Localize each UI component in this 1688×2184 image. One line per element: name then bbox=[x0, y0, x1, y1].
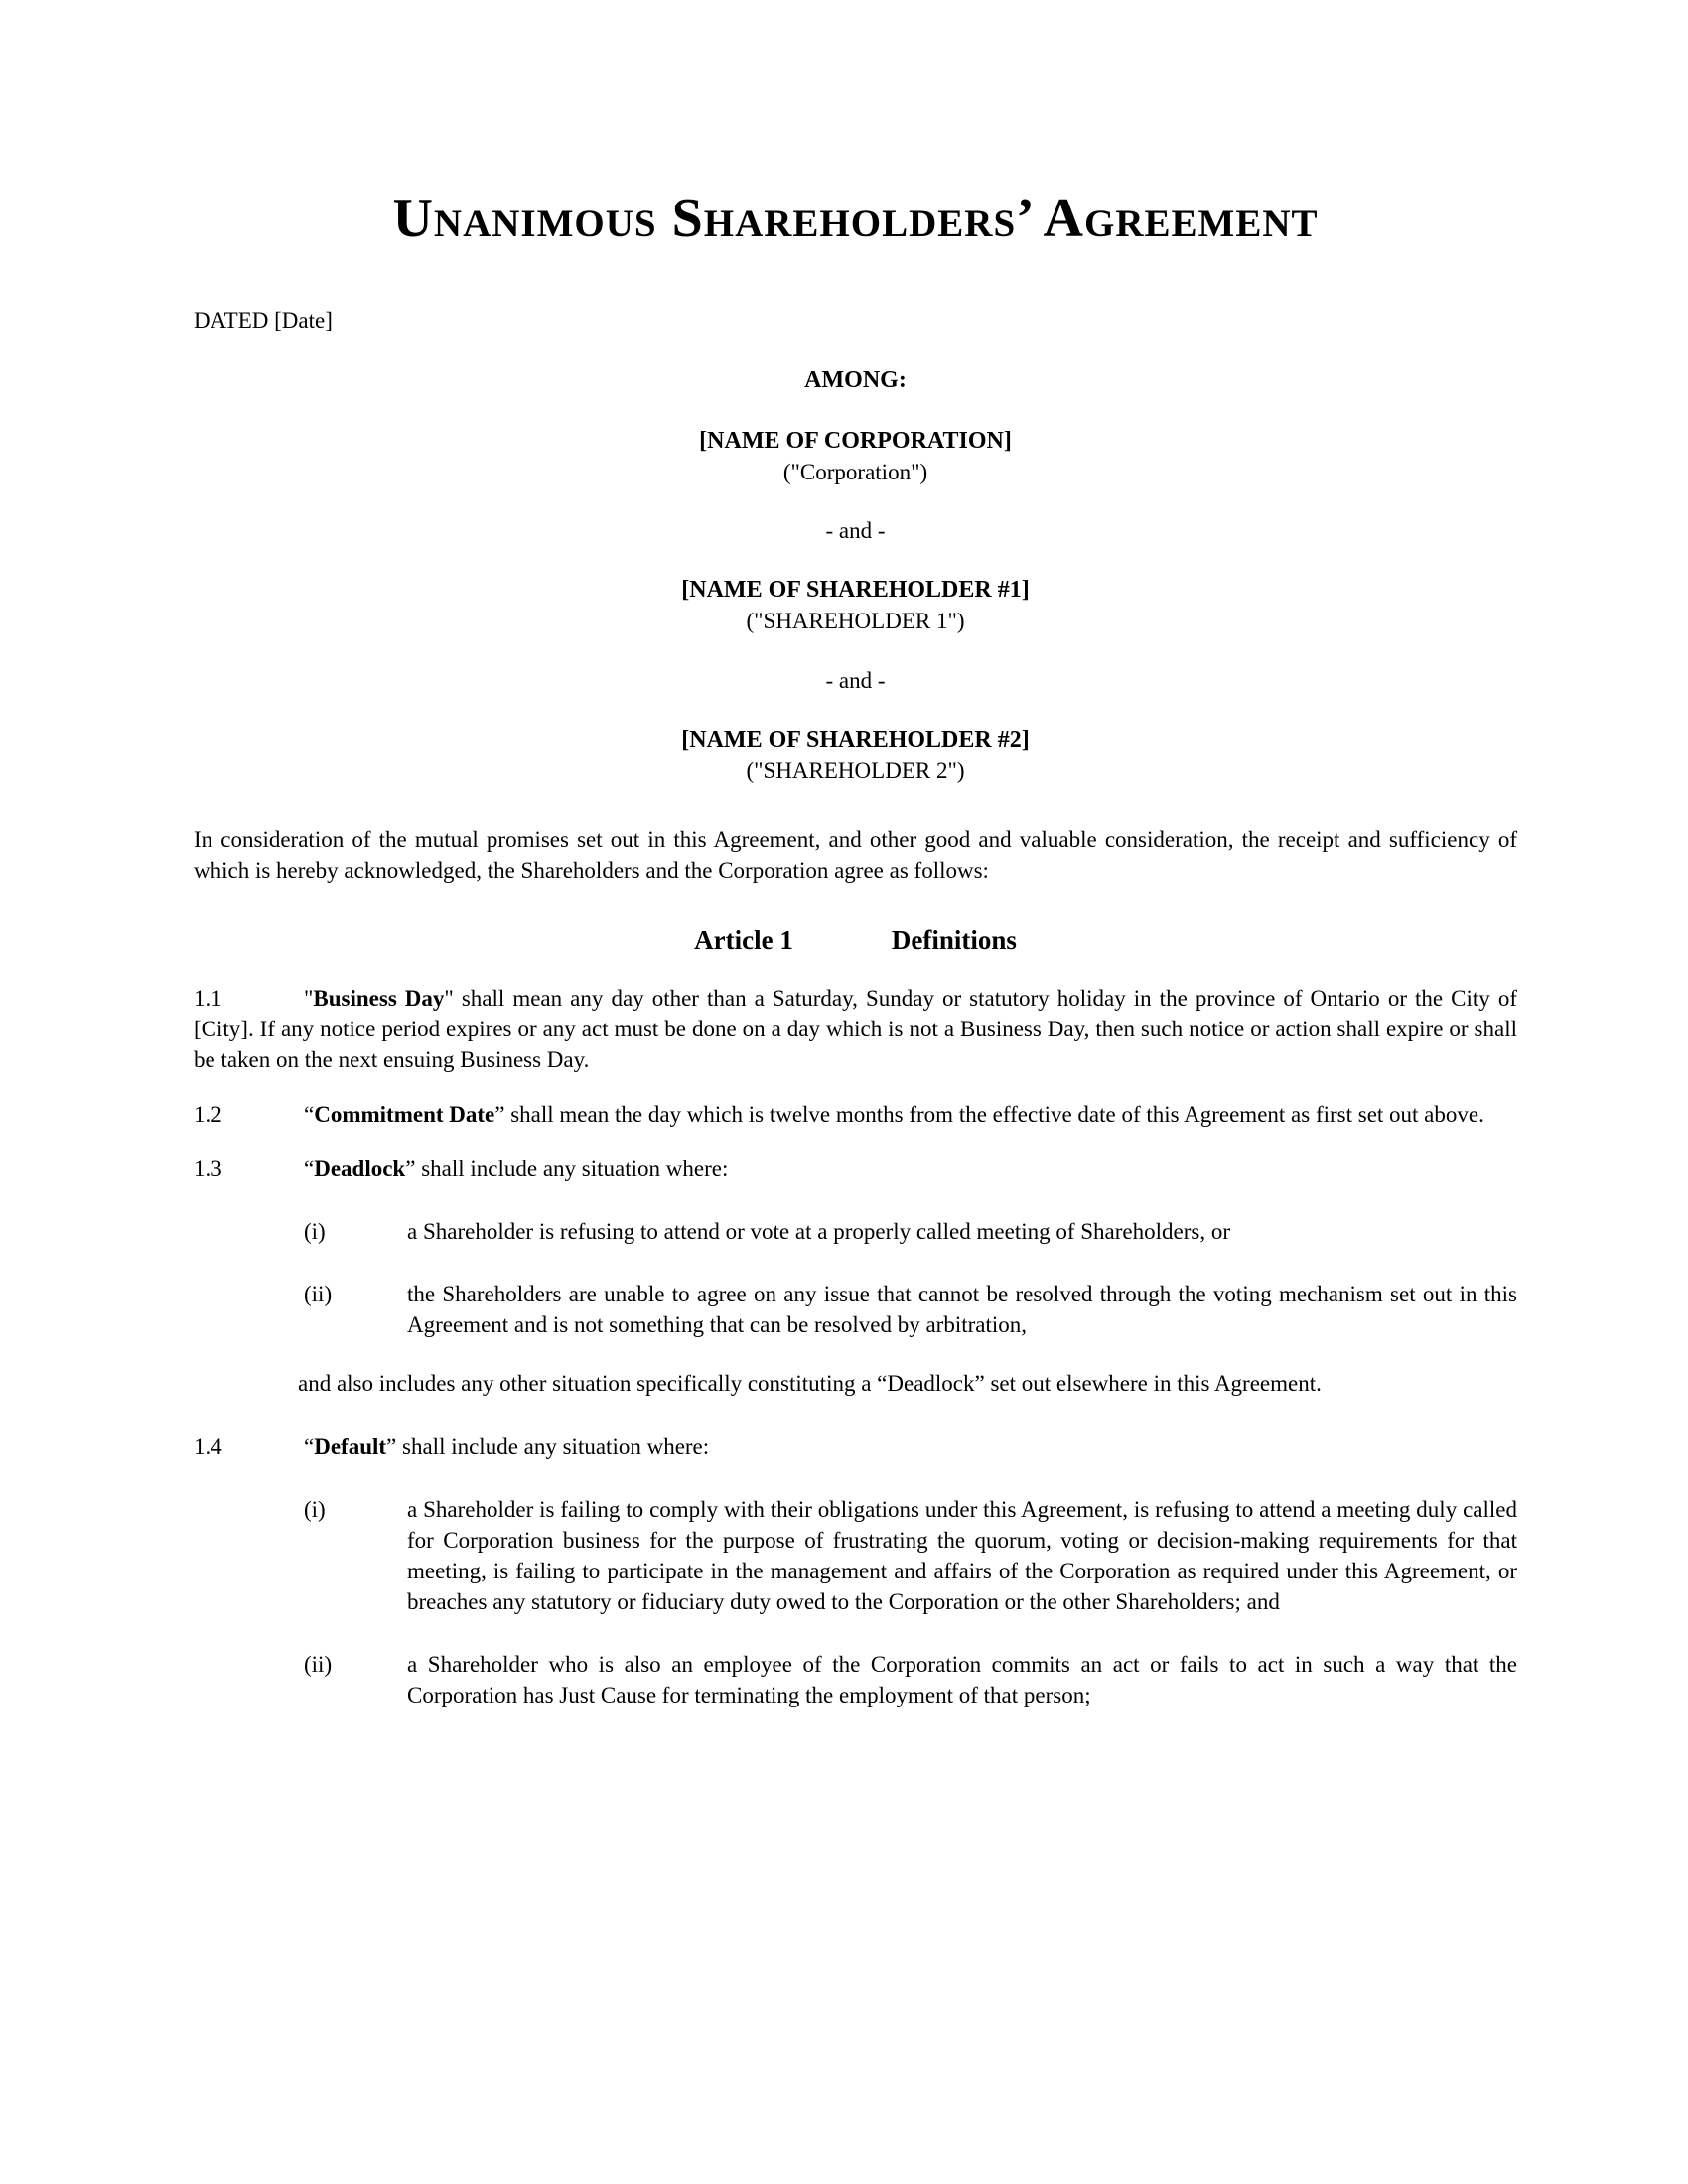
section-term: Commitment Date bbox=[314, 1102, 495, 1127]
section-1-4 bbox=[194, 1432, 1517, 1462]
section-number: 1.2 bbox=[194, 1102, 222, 1127]
dated-line: DATED [Date] bbox=[194, 308, 333, 333]
item-text: a Shareholder who is also an employee of the Corporation commits an act or fails to act in such a way that the Corporation has Just Cause for terminating the employment of that person; bbox=[407, 1652, 1517, 1707]
party-alias-corporation: ("Corporation") bbox=[782, 460, 928, 484]
party-name-shareholder-2: [NAME OF SHAREHOLDER #2] bbox=[681, 727, 1030, 752]
quote-close: ” bbox=[405, 1157, 416, 1181]
party-alias-shareholder-2: ("SHAREHOLDER 2") bbox=[746, 758, 965, 783]
item-label: (i) bbox=[304, 1497, 326, 1522]
item-text: a Shareholder is refusing to attend or vote at a properly called meeting of Shareholders, or bbox=[407, 1219, 1230, 1244]
list-item-1-4-i bbox=[304, 1494, 1517, 1617]
section-term: Business Day bbox=[313, 986, 445, 1011]
quote-close: ” bbox=[386, 1434, 397, 1459]
item-text: the Shareholders are unable to agree on any issue that cannot be resolved through the voting mechanism set out in this Agreement and is not something that can be resolved by arbitration, bbox=[407, 1282, 1517, 1337]
quote-close: " bbox=[444, 986, 454, 1011]
section-number: 1.4 bbox=[194, 1434, 222, 1459]
section-term: Deadlock bbox=[314, 1157, 406, 1181]
quote-open: “ bbox=[304, 1434, 315, 1459]
quote-open: " bbox=[304, 986, 314, 1011]
article-heading bbox=[194, 921, 1517, 959]
recitals-paragraph: In consideration of the mutual promises set out in this Agreement, and other good and valuable consideration, the receipt and sufficiency of which is hereby acknowledged, the Shareholders and the Corporation agree as follows: bbox=[194, 827, 1517, 883]
section-body: shall include any situation where: bbox=[415, 1157, 729, 1181]
section-body: shall mean the day which is twelve months from the effective date of this Agreement as first set out above. bbox=[504, 1102, 1484, 1127]
item-label: (i) bbox=[304, 1219, 326, 1244]
quote-open: “ bbox=[304, 1102, 315, 1127]
article-title: Definitions bbox=[891, 925, 1017, 955]
list-item-1-3-ii bbox=[304, 1279, 1517, 1340]
list-item-1-4-ii bbox=[304, 1649, 1517, 1710]
section-1-3 bbox=[194, 1154, 1517, 1184]
article-number: Article 1 bbox=[694, 925, 793, 955]
section-term: Default bbox=[314, 1434, 387, 1459]
section-body: shall include any situation where: bbox=[396, 1434, 710, 1459]
item-label: (ii) bbox=[304, 1282, 333, 1306]
section-1-1 bbox=[194, 983, 1517, 1075]
and-separator: - and - bbox=[825, 668, 886, 693]
section-1-2 bbox=[194, 1099, 1517, 1130]
section-number: 1.3 bbox=[194, 1157, 222, 1181]
party-name-corporation: [NAME OF CORPORATION] bbox=[699, 428, 1012, 454]
party-alias-shareholder-1: ("SHAREHOLDER 1") bbox=[746, 609, 965, 633]
deadlock-footer: and also includes any other situation specifically constituting a “Deadlock” set out elsewhere in this Agreement. bbox=[298, 1371, 1322, 1396]
quote-open: “ bbox=[304, 1157, 315, 1181]
section-body: shall mean any day other than a Saturday, Sunday or statutory holiday in the province of Ontario or the City of [City]. If any notice period expires or any act must be done on a day which is not a Business Day, then such notice or action shall expire or shall be taken on the next ensuing Business Day. bbox=[194, 986, 1517, 1072]
section-number: 1.1 bbox=[194, 986, 222, 1011]
document-title: Unanimous Shareholders’ Agreement bbox=[392, 188, 1319, 249]
item-label: (ii) bbox=[304, 1652, 333, 1677]
party-name-shareholder-1: [NAME OF SHAREHOLDER #1] bbox=[681, 577, 1030, 603]
quote-close: ” bbox=[494, 1102, 505, 1127]
item-text: a Shareholder is failing to comply with their obligations under this Agreement, is refusing to attend a meeting duly called for Corporation business for the purpose of frustrating the quorum, voting or decision-making requirements for that meeting, is failing to participate in the management and affairs of the Corporation as required under this Agreement, or breaches any statutory or fiduciary duty owed to the Corporation or the other Shareholders; and bbox=[407, 1497, 1517, 1614]
and-separator: - and - bbox=[825, 518, 886, 543]
list-item-1-3-i bbox=[304, 1216, 1517, 1247]
among-label: AMONG: bbox=[804, 367, 907, 393]
